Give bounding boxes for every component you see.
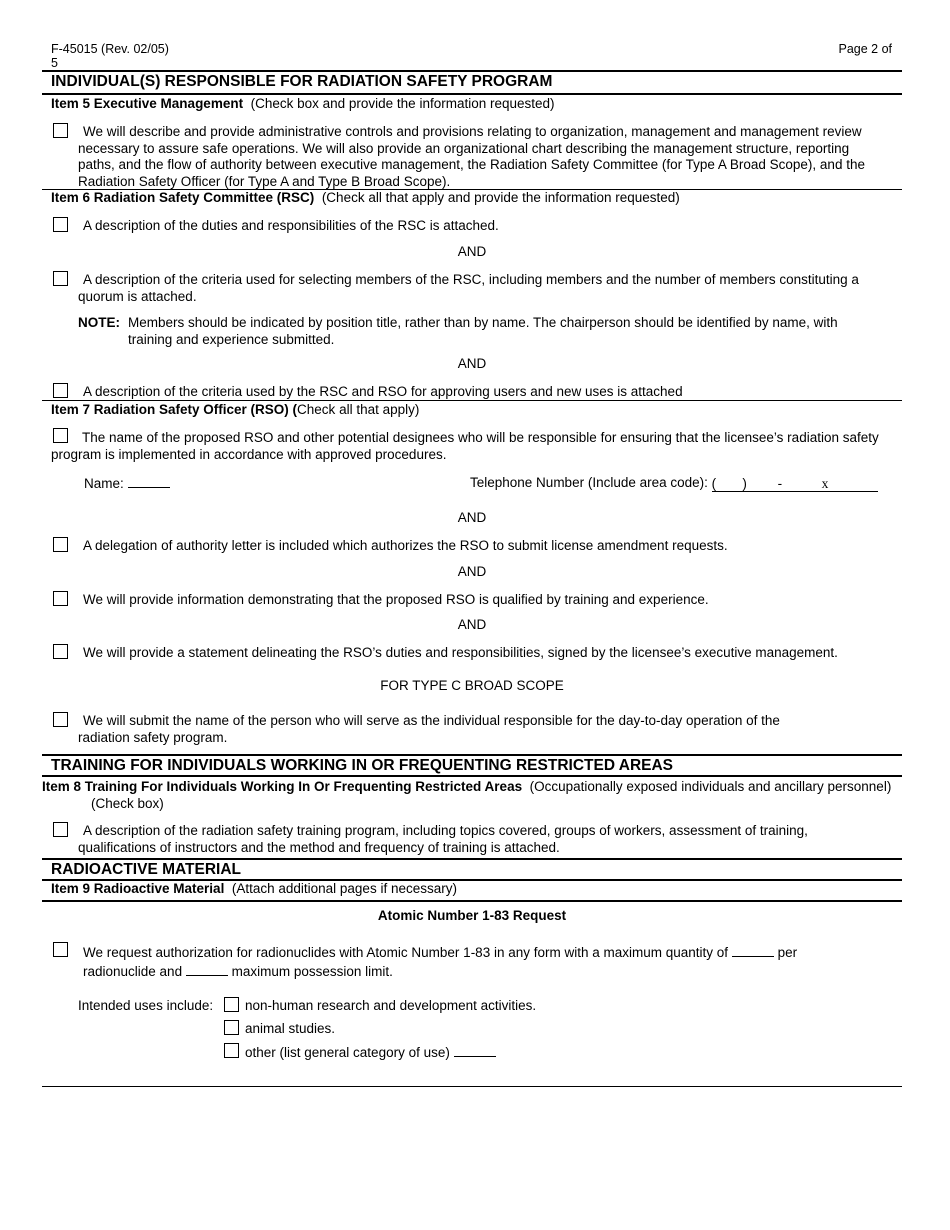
form-number: F-45015 (Rev. 02/05) bbox=[51, 42, 169, 56]
name-label: Name: bbox=[84, 476, 124, 491]
section-title-training: TRAINING FOR INDIVIDUALS WORKING IN OR FREQUENTING RESTRICTED AREAS bbox=[51, 757, 674, 774]
item6-opt1-checkbox[interactable] bbox=[53, 217, 68, 232]
item6-note bbox=[78, 315, 878, 348]
item7-opt3-text: We will provide information demonstrating that the proposed RSO is qualified by training and experience. bbox=[83, 592, 709, 607]
item6-instruction: (Check all that apply and provide the information requested) bbox=[321, 190, 680, 205]
and-separator: AND bbox=[457, 244, 487, 259]
item7-opt5-text: We will submit the name of the person who will serve as the individual responsible for the day-to-day operation of the radiation safety program. bbox=[78, 713, 780, 745]
use2-checkbox[interactable] bbox=[224, 1020, 239, 1035]
divider bbox=[42, 775, 902, 777]
item9-subtitle: Atomic Number 1-83 Request bbox=[377, 908, 567, 923]
item5-label: Item 5 Executive Management bbox=[51, 96, 244, 111]
item8-checkbox[interactable] bbox=[53, 822, 68, 837]
item7-opt3-checkbox[interactable] bbox=[53, 591, 68, 606]
page-total: 5 bbox=[51, 56, 58, 70]
item6-opt3-checkbox[interactable] bbox=[53, 383, 68, 398]
note-label: NOTE: bbox=[78, 315, 120, 330]
item9-header bbox=[51, 881, 457, 896]
and-separator: AND bbox=[457, 617, 487, 632]
use1-text: non-human research and development activities. bbox=[245, 998, 537, 1013]
item5-statement: We will describe and provide administrative controls and provisions relating to organization, management and management review necessary to assure safe operations. We will also provide an organizational chart describing the management structure, reporting paths, and the flow of authority between executive management, the Radiation Safety Committee (for Type A Broad Scope), and the Radiation Safety Officer (for Type A and Type B Broad Scope). bbox=[78, 124, 865, 189]
request-text-d: maximum possession limit. bbox=[231, 964, 393, 979]
item6-label: Item 6 Radiation Safety Committee (RSC) bbox=[51, 190, 315, 205]
form-id bbox=[51, 42, 169, 70]
rso-name-field bbox=[84, 475, 170, 493]
item7-opt2-checkbox[interactable] bbox=[53, 537, 68, 552]
page-label: Page 2 of bbox=[838, 42, 892, 56]
item7-label: Item 7 Radiation Safety Officer (RSO) ( bbox=[51, 402, 298, 417]
divider bbox=[42, 1086, 902, 1087]
item6-opt2-checkbox[interactable] bbox=[53, 271, 68, 286]
rso-phone-field bbox=[470, 475, 878, 492]
use2-text: animal studies. bbox=[245, 1021, 336, 1036]
section-title-material: RADIOACTIVE MATERIAL bbox=[51, 861, 242, 878]
item7-opt4-checkbox[interactable] bbox=[53, 644, 68, 659]
item5-instruction: (Check box and provide the information requested) bbox=[250, 96, 555, 111]
divider bbox=[42, 900, 902, 902]
name-input[interactable] bbox=[128, 475, 170, 488]
item9-request-text bbox=[83, 943, 873, 981]
item8-opt1-text: A description of the radiation safety training program, including topics covered, groups of workers, assessment of training, qualifications of instructors and the method and frequency of training is attached. bbox=[78, 823, 808, 855]
item5-header bbox=[51, 96, 555, 111]
item6-header bbox=[51, 190, 680, 205]
possession-limit-input[interactable] bbox=[186, 963, 228, 976]
divider bbox=[42, 858, 902, 860]
item7-opt1-text: The name of the proposed RSO and other potential designees who will be responsible for ensuring that the licensee’s radiation safety program is implemented in accordance with approved procedures. bbox=[51, 430, 879, 462]
divider bbox=[42, 400, 902, 401]
item7-opt4-text: We will provide a statement delineating the RSO’s duties and responsibilities, signed by the licensee’s executive management. bbox=[83, 645, 838, 660]
divider bbox=[42, 70, 902, 72]
use1-checkbox[interactable] bbox=[224, 997, 239, 1012]
item7-header bbox=[51, 402, 419, 417]
use3-field bbox=[245, 1044, 496, 1062]
phone-area-code: ( ) bbox=[711, 475, 747, 491]
max-quantity-input[interactable] bbox=[732, 944, 774, 957]
type-c-heading: FOR TYPE C BROAD SCOPE bbox=[380, 678, 564, 693]
item7-opt2-text: A delegation of authority letter is included which authorizes the RSO to submit license amendment requests. bbox=[83, 538, 728, 553]
note-text: Members should be indicated by position title, rather than by name. The chairperson should be identified by name, with training and experience submitted. bbox=[128, 315, 838, 347]
use3-text: other (list general category of use) bbox=[245, 1045, 450, 1060]
divider bbox=[42, 754, 902, 756]
and-separator: AND bbox=[457, 356, 487, 371]
intended-uses-label: Intended uses include: bbox=[78, 998, 214, 1013]
section-title-responsible: INDIVIDUAL(S) RESPONSIBLE FOR RADIATION SAFETY PROGRAM bbox=[51, 73, 553, 90]
item6-opt1-text: A description of the duties and responsibilities of the RSC is attached. bbox=[83, 218, 499, 233]
and-separator: AND bbox=[457, 510, 487, 525]
item5-checkbox[interactable] bbox=[53, 123, 68, 138]
phone-dash: - bbox=[777, 475, 783, 491]
item7-instruction: Check all that apply) bbox=[297, 402, 420, 417]
phone-label: Telephone Number (Include area code): bbox=[470, 475, 708, 490]
divider bbox=[42, 93, 902, 95]
item7-opt5-checkbox[interactable] bbox=[53, 712, 68, 727]
request-text-c: radionuclide and bbox=[83, 964, 183, 979]
item8-label: Item 8 Training For Individuals Working In Or Frequenting Restricted Areas bbox=[42, 779, 523, 794]
item6-opt2-text: A description of the criteria used for selecting members of the RSC, including members and the number of members constituting a quorum is attached. bbox=[78, 272, 859, 304]
item8-instruction: (Occupationally exposed individuals and ancillary personnel) (Check box) bbox=[91, 779, 892, 811]
item8-header bbox=[42, 779, 931, 812]
use3-input[interactable] bbox=[454, 1044, 496, 1057]
use3-checkbox[interactable] bbox=[224, 1043, 239, 1058]
and-separator: AND bbox=[457, 564, 487, 579]
phone-input[interactable] bbox=[712, 476, 878, 492]
request-text-a: We request authorization for radionuclides with Atomic Number 1-83 in any form with a maximum quantity of bbox=[83, 945, 729, 960]
item9-label: Item 9 Radioactive Material bbox=[51, 881, 225, 896]
item9-instruction: (Attach additional pages if necessary) bbox=[231, 881, 457, 896]
phone-ext: x bbox=[821, 475, 829, 491]
item9-request-checkbox[interactable] bbox=[53, 942, 68, 957]
item6-opt3-text: A description of the criteria used by the RSC and RSO for approving users and new uses is attached bbox=[83, 384, 683, 399]
request-text-b: per bbox=[777, 945, 798, 960]
